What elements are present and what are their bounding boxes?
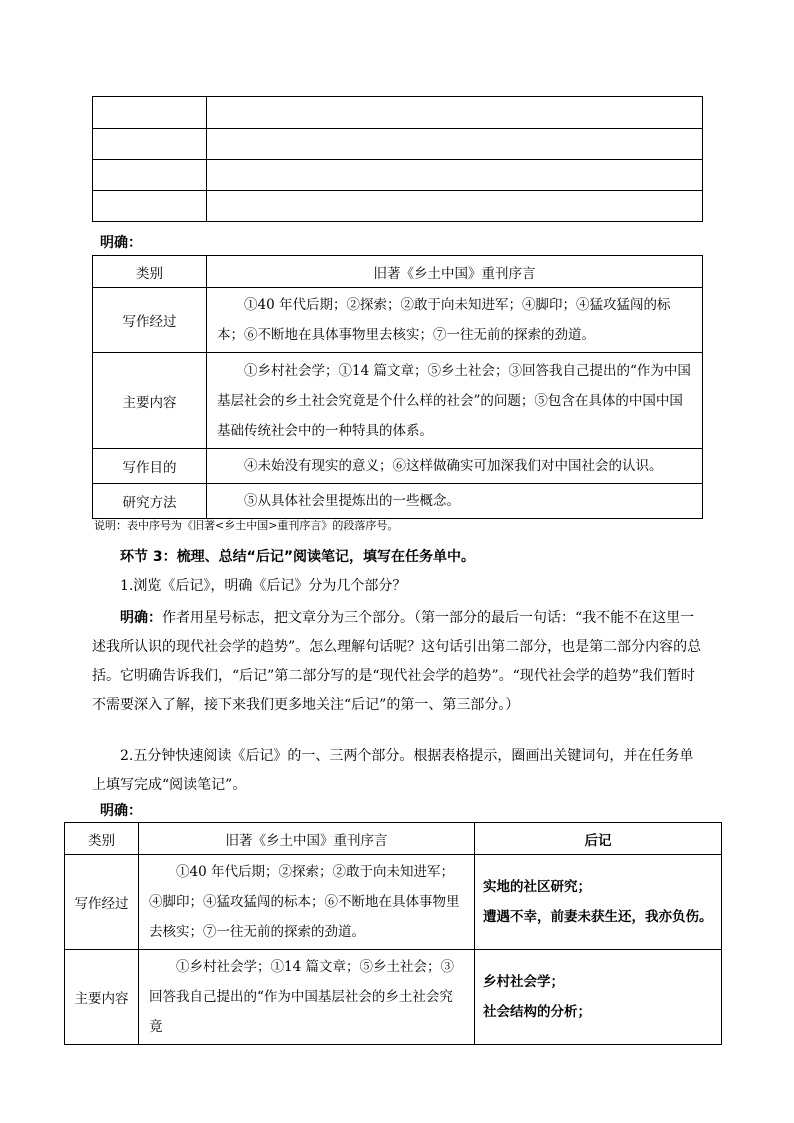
empty-cell [93, 191, 207, 222]
section-heading: 环节 3：梳理、总结“后记”阅读笔记，填写在任务单中。 [120, 549, 476, 565]
row-content [139, 855, 475, 950]
row-content [207, 449, 703, 484]
row-label: 写作经过 [65, 855, 139, 950]
row-content-text: ④未始没有现实的意义；⑥这样做确实可加深我们对中国社会的认识。 [244, 458, 663, 474]
row-afterword [475, 950, 722, 1045]
row-content-text: ⑤从具体社会里提炼出的一些概念。 [244, 493, 460, 509]
afterword-line: 社会结构的分析； [483, 1004, 591, 1020]
question-1: 1.浏览《后记》，明确《后记》分为几个部分？ [120, 578, 407, 594]
row-content [139, 950, 475, 1045]
row-content [207, 288, 703, 353]
afterword-line: 实地的社区研究； [483, 879, 591, 895]
question-2: 2.五分钟快速阅读《后记》的一、三两个部分。根据表格提示，圈画出关键词句，并在任务单上填写完成“阅读笔记”。 [92, 748, 694, 793]
empty-cell [207, 191, 703, 222]
empty-cell [93, 129, 207, 160]
row-content-text: ①乡村社会学；①14 篇文章；⑤乡土社会；③回答我自己提出的“作为中国基层社会的乡土社会究竟 [149, 959, 454, 1035]
mingque-label: 明确： [100, 803, 142, 819]
mingque-label: 明确： [100, 235, 142, 251]
row-label: 主要内容 [93, 353, 207, 449]
row-label: 研究方法 [93, 484, 207, 519]
row-content-text: ①40 年代后期；②探索；②敢于向未知进军；④脚印；④猛攻猛闯的标本；⑥不断地在具体事物里去核实；⑦一往无前的探索的劲道。 [217, 297, 671, 343]
empty-cell [207, 129, 703, 160]
empty-table [92, 96, 703, 222]
table-header-afterword: 后记 [475, 823, 722, 855]
empty-cell [93, 160, 207, 191]
table-header-category: 类别 [65, 823, 139, 855]
answer-1 [92, 604, 704, 720]
empty-cell [207, 160, 703, 191]
afterword-line: 遭遇不幸，前妻未获生还，我亦负伤。 [483, 909, 713, 925]
table-header-preface: 旧著《乡土中国》重刊序言 [139, 823, 475, 855]
empty-cell [93, 97, 207, 129]
answer-label: 明确： [120, 610, 162, 626]
empty-cell [207, 97, 703, 129]
table-comparison [64, 822, 722, 1045]
row-content-text: ①乡村社会学；①14 篇文章；⑤乡土社会；③回答我自己提出的“作为中国基层社会的乡土社会究竟是个什么样的社会”的问题；⑤包含在具体的中国中国基础传统社会中的一种特具的体系。 [217, 362, 691, 439]
row-content-text: ①40 年代后期；②探索；②敢于向未知进军；④脚印；④猛攻猛闯的标本；⑥不断地在具体事物里去核实；⑦一往无前的探索的劲道。 [149, 864, 460, 940]
afterword-line: 乡村社会学； [483, 974, 564, 990]
row-label: 写作经过 [93, 288, 207, 353]
table-header-category: 类别 [93, 256, 207, 288]
row-afterword [475, 855, 722, 950]
row-label: 写作目的 [93, 449, 207, 484]
table-header-preface: 旧著《乡土中国》重刊序言 [207, 256, 703, 288]
row-content [207, 353, 703, 449]
answer-text: 作者用星号标志，把文章分为三个部分。（第一部分的最后一句话：“我不能不在这里一述我所认识的现代社会学的趋势”。怎么理解句话呢？这句话引出第二部分，也是第二部分内容的总括。它明确告诉我们，“后记”第二部分写的是“现代社会学的趋势”。“现代社会学的趋势”我们暂时不需要深入了解，接下来我们更多地关注“后记”的第一、第三部分。） [92, 610, 702, 713]
row-content [207, 484, 703, 519]
table-preface [92, 255, 703, 519]
row-label: 主要内容 [65, 950, 139, 1045]
table-note: 说明：表中序号为《旧著<乡土中国>重刊序言》的段落序号。 [94, 519, 399, 532]
